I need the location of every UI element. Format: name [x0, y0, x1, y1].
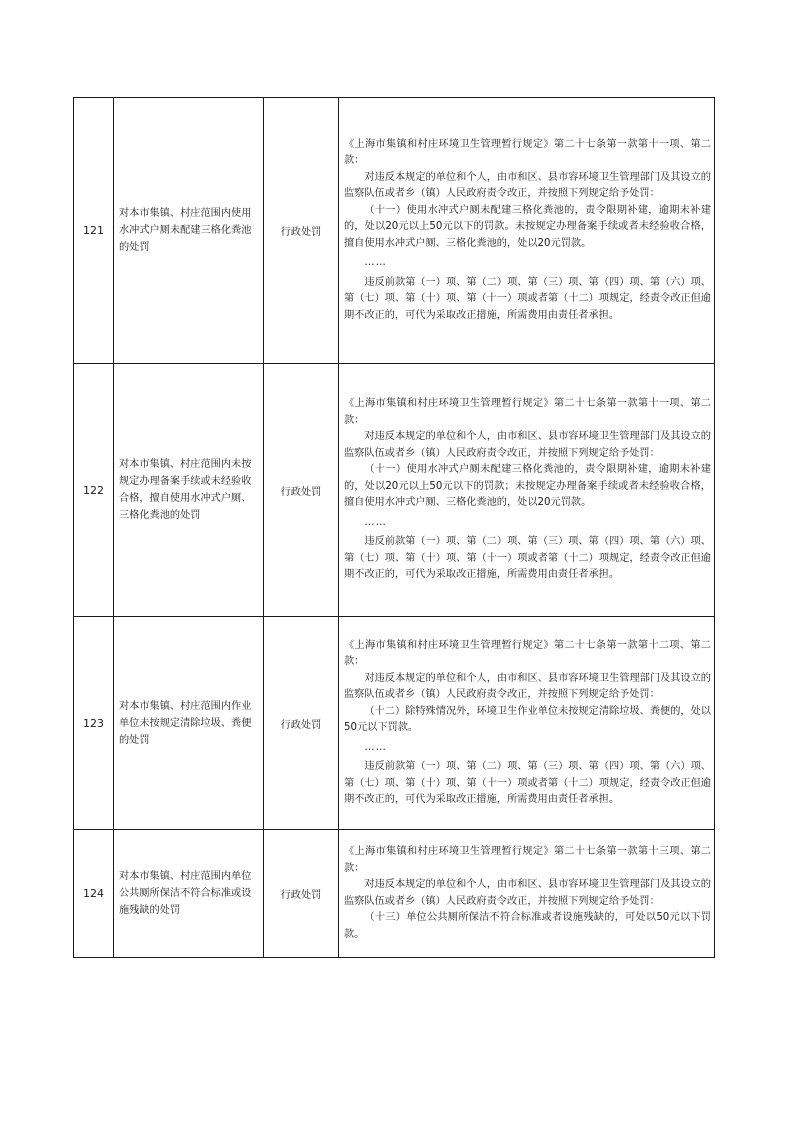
ellipsis: …… — [364, 741, 387, 753]
ellipsis: …… — [364, 516, 387, 528]
item-name: 对本市集镇、村庄范围内使用水冲式户厕未配建三格化粪池的处罚 — [114, 98, 264, 364]
legal-basis — [339, 617, 715, 830]
basis-paragraph: （十三）单位公共厕所保洁不符合标准或者设施残缺的，可处以50元以下罚款。 — [344, 912, 711, 940]
item-type: 行政处罚 — [264, 364, 339, 617]
table-row — [74, 364, 715, 617]
basis-paragraph: 对违反本规定的单位和个人，由市和区、县市容环境卫生管理部门及其设立的监察队伍或者乡（镇）人民政府责令改正，并按照下列规定给予处罚： — [344, 879, 711, 907]
item-number: 122 — [74, 364, 114, 617]
basis-paragraph: （十一）使用水冲式户厕未配建三格化粪池的，责令限期补建，逾期未补建的，处以20元以上50元以下的罚款。未按规定办理备案手续或者未经验收合格，擅自使用水冲式户厕、三格化粪池的，处以20元罚款。 — [344, 204, 711, 249]
item-number: 124 — [74, 830, 114, 958]
law-reference: 《上海市集镇和村庄环境卫生管理暂行规定》第二十七条第一款第十一项、第二款： — [344, 138, 711, 167]
penalty-items-table — [73, 97, 715, 958]
basis-paragraph: （十二）除特殊情况外，环境卫生作业单位未按规定清除垃圾、粪便的，处以50元以下罚款。 — [344, 705, 711, 733]
basis-paragraph: 对违反本规定的单位和个人，由市和区、县市容环境卫生管理部门及其设立的监察队伍或者乡（镇）人民政府责令改正，并按照下列规定给予处罚： — [344, 171, 711, 200]
item-type: 行政处罚 — [264, 617, 339, 830]
item-name: 对本市集镇、村庄范围内作业单位未按规定清除垃圾、粪便的处罚 — [114, 617, 264, 830]
table-row — [74, 830, 715, 958]
legal-basis — [339, 830, 715, 958]
item-name: 对本市集镇、村庄范围内未按规定办理备案手续或未经验收合格，擅自使用水冲式户厕、三格化粪池的处罚 — [114, 364, 264, 617]
item-number: 121 — [74, 98, 114, 364]
basis-paragraph: 违反前款第（一）项、第（二）项、第（三）项、第（四）项、第（六）项、第（七）项、第（十）项、第（十一）项或者第（十二）项规定，经责令改正但逾期不改正的，可代为采取改正措施，所需费用由责任者承担。 — [344, 536, 711, 581]
basis-paragraph: 对违反本规定的单位和个人，由市和区、县市容环境卫生管理部门及其设立的监察队伍或者乡（镇）人民政府责令改正，并按照下列规定给予处罚： — [344, 672, 711, 700]
legal-basis — [339, 364, 715, 617]
item-number: 123 — [74, 617, 114, 830]
basis-paragraph: 违反前款第（一）项、第（二）项、第（三）项、第（四）项、第（六）项、第（七）项、第（十）项、第（十一）项或者第（十二）项规定，经责令改正但逾期不改正的，可代为采取改正措施，所需费用由责任者承担。 — [344, 276, 711, 321]
ellipsis: …… — [364, 257, 387, 269]
table-row — [74, 617, 715, 830]
item-type: 行政处罚 — [264, 830, 339, 958]
table-row — [74, 98, 715, 364]
basis-paragraph: （十一）使用水冲式户厕未配建三格化粪池的，责令限期补建，逾期未补建的，处以20元以上50元以下的罚款；未按规定办理备案手续或者未经验收合格，擅自使用水冲式户厕、三格化粪池的，处以20元罚款。 — [344, 464, 711, 509]
basis-paragraph: 违反前款第（一）项、第（二）项、第（三）项、第（四）项、第（六）项、第（七）项、第（十）项、第（十一）项或者第（十二）项规定，经责令改正但逾期不改正的，可代为采取改正措施，所需费用由责任者承担。 — [344, 761, 711, 805]
law-reference: 《上海市集镇和村庄环境卫生管理暂行规定》第二十七条第一款第十三项、第二款： — [344, 846, 711, 874]
legal-basis — [339, 98, 715, 364]
law-reference: 《上海市集镇和村庄环境卫生管理暂行规定》第二十七条第一款第十二项、第二款： — [344, 639, 711, 667]
item-name: 对本市集镇、村庄范围内单位公共厕所保洁不符合标准或设施残缺的处罚 — [114, 830, 264, 958]
law-reference: 《上海市集镇和村庄环境卫生管理暂行规定》第二十七条第一款第十一项、第二款： — [344, 398, 711, 426]
basis-paragraph: 对违反本规定的单位和个人，由市和区、县市容环境卫生管理部门及其设立的监察队伍或者乡（镇）人民政府责令改正，并按照下列规定给予处罚： — [344, 431, 711, 459]
item-type: 行政处罚 — [264, 98, 339, 364]
